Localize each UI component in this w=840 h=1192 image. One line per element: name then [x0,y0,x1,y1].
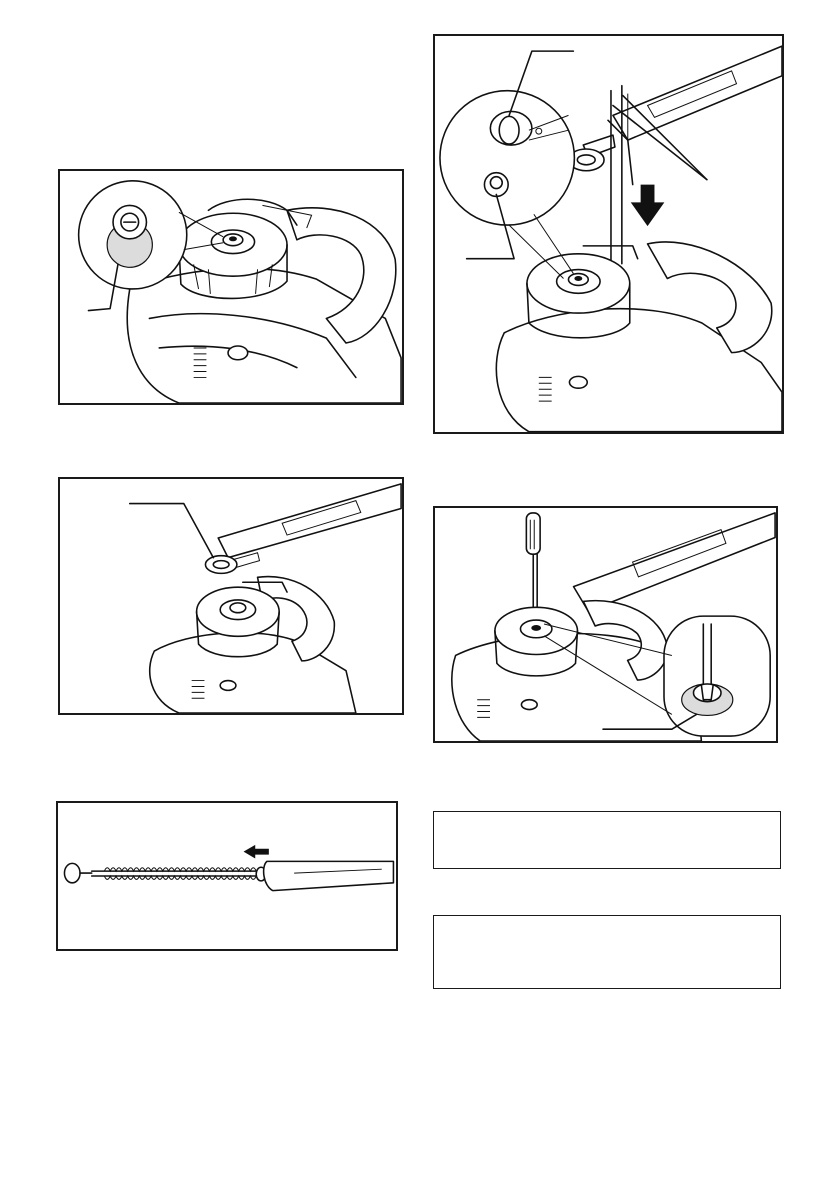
figure-1-illustration [60,171,402,403]
empty-note-box-2 [433,915,781,989]
figure-2-illustration [435,36,782,432]
figure-2-blade-installation [433,34,784,434]
figure-5-blade-sheath [56,801,398,951]
figure-4-illustration [435,508,776,741]
empty-note-box-1 [433,811,781,869]
figure-1-drive-gear-closeup [58,169,404,405]
figure-4-screwdriver-fastening [433,506,778,743]
figure-3-blade-removal [58,477,404,715]
figure-3-illustration [60,479,402,713]
figure-5-illustration [58,803,396,949]
